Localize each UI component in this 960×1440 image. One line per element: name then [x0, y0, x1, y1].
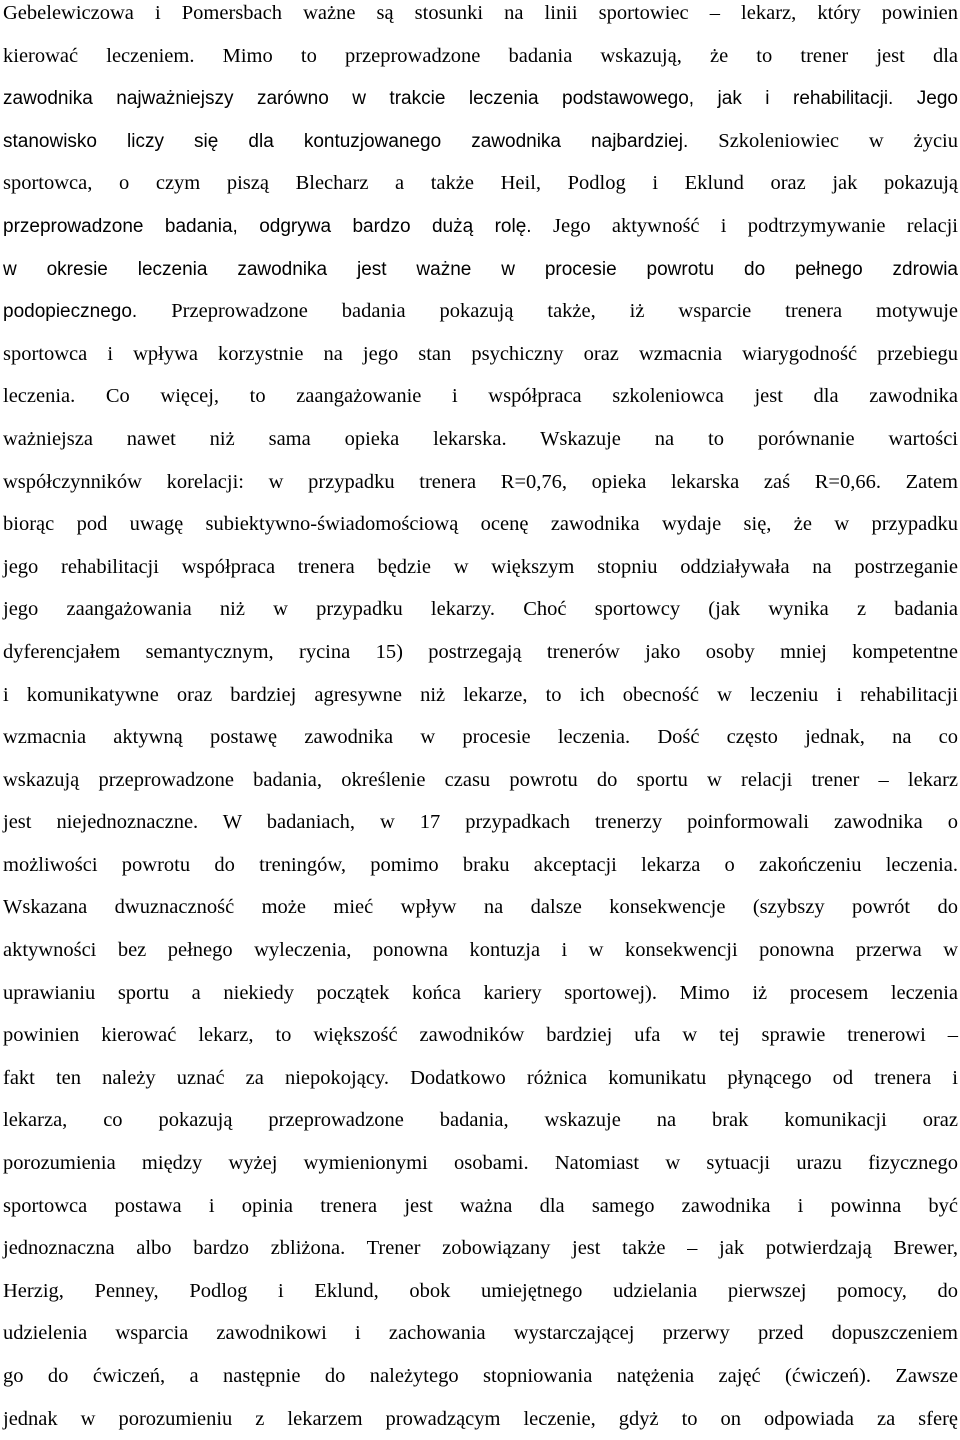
document-page	[3, 0, 958, 1440]
text-line	[3, 503, 958, 546]
text-line	[3, 35, 958, 78]
text-line	[3, 972, 958, 1015]
text-segment: jego rehabilitacji współpraca trenera będzie w większym stopniu oddziaływała na postrzeganie	[3, 555, 958, 578]
text-line	[3, 205, 958, 248]
text-segment: dyferencjałem semantycznym, rycina 15) postrzegają trenerów jako osoby mniej kompetentne	[3, 640, 958, 663]
text-segment: Wskazana dwuznaczność może mieć wpływ na dalsze konsekwencje (szybszy powrót do	[3, 896, 958, 919]
text-segment: wzmacnia aktywną postawę zawodnika w procesie leczenia. Dość często jednak, na co	[3, 726, 958, 749]
text-line	[3, 0, 958, 35]
text-line	[3, 674, 958, 717]
text-line	[3, 1057, 958, 1100]
text-segment: jednoznaczna albo bardzo zbliżona. Trener zobowiązany jest także – jak potwierdzają Brewer,	[3, 1237, 958, 1260]
text-segment: fakt ten należy uznać za niepokojący. Dodatkowo różnica komunikatu płynącego od trenera i	[3, 1066, 958, 1089]
text-line	[3, 1014, 958, 1057]
text-segment: porozumienia między wyżej wymienionymi osobami. Natomiast w sytuacji urazu fizycznego	[3, 1152, 958, 1175]
text-line	[3, 1355, 958, 1398]
text-segment: jednak w porozumieniu z lekarzem prowadzącym leczenie, gdyż to on odpowiada za sferę	[3, 1407, 958, 1430]
text-line	[3, 1227, 958, 1270]
text-segment: lekarza, co pokazują przeprowadzone badania, wskazuje na brak komunikacji oraz	[3, 1109, 958, 1132]
text-segment: zawodnika najważniejszy zarówno w trakcie leczenia podstawowego, jak i rehabilitacji. Jego	[3, 88, 958, 110]
text-segment: udzielenia wsparcia zawodnikowi i zachowania wystarczającej przerwy przed dopuszczeniem	[3, 1322, 958, 1345]
text-segment: biorąc pod uwagę subiektywno-świadomościową ocenę zawodnika wydaje się, że w przypadku	[3, 513, 958, 536]
text-line	[3, 716, 958, 759]
text-segment: ważniejsza nawet niż sama opieka lekarska. Wskazuje na to porównanie wartości	[3, 427, 958, 450]
text-segment: sportowca postawa i opinia trenera jest ważna dla samego zawodnika i powinna być	[3, 1194, 958, 1217]
text-line	[3, 333, 958, 376]
text-segment: go do ćwiczeń, a następnie do należytego stopniowania natężenia zajęć (ćwiczeń). Zawsze	[3, 1365, 958, 1387]
text-line	[3, 801, 958, 844]
text-segment: jest niejednoznaczne. W badaniach, w 17 przypadkach trenerzy poinformowali zawodnika o	[3, 811, 958, 834]
text-segment: Przeprowadzone badania pokazują także, iż wsparcie trenera motywuje	[171, 300, 958, 323]
text-line	[3, 1398, 958, 1440]
text-segment: możliwości powrotu do treningów, pomimo braku akceptacji lekarza o zakończeniu leczenia.	[3, 853, 958, 876]
text-line	[3, 546, 958, 589]
text-line	[3, 929, 958, 972]
text-line	[3, 375, 958, 418]
text-segment: powinien kierować lekarz, to większość zawodników bardziej ufa w tej sprawie trenerowi –	[3, 1024, 958, 1047]
text-line	[3, 631, 958, 674]
text-segment: Jego aktywność i podtrzymywanie relacji	[553, 214, 958, 237]
text-line	[3, 759, 958, 802]
text-line	[3, 290, 958, 333]
text-segment: i komunikatywne oraz bardziej agresywne niż lekarze, to ich obecność w leczeniu i rehabilitacji	[3, 683, 958, 706]
text-segment: podopiecznego.	[3, 301, 172, 323]
text-segment: leczenia. Co więcej, to zaangażowanie i współpraca szkoleniowca jest dla zawodnika	[3, 385, 958, 408]
text-segment: jego zaangażowania niż w przypadku lekarzy. Choć sportowcy (jak wynika z badania	[3, 598, 958, 621]
text-line	[3, 1142, 958, 1185]
text-segment: w okresie leczenia zawodnika jest ważne w procesie powrotu do pełnego zdrowia	[3, 258, 958, 280]
text-segment: uprawianiu sportu a niekiedy początek końca kariery sportowej). Mimo iż procesem leczenia	[3, 981, 958, 1004]
text-line	[3, 886, 958, 929]
text-line	[3, 588, 958, 631]
text-line	[3, 1312, 958, 1355]
text-segment: Herzig, Penney, Podlog i Eklund, obok umiejętnego udzielania pierwszej pomocy, do	[3, 1279, 958, 1302]
text-line	[3, 77, 958, 120]
text-segment: przeprowadzone badania, odgrywa bardzo dużą rolę.	[3, 215, 553, 237]
text-segment: Gebelewiczowa i Pomersbach ważne są stosunki na linii sportowiec – lekarz, który powinien	[3, 2, 958, 24]
text-segment: sportowca i wpływa korzystnie na jego stan psychiczny oraz wzmacnia wiarygodność przebiegu	[3, 342, 958, 365]
text-line	[3, 418, 958, 461]
text-segment: Szkoleniowiec w życiu	[718, 129, 959, 152]
text-line	[3, 1270, 958, 1313]
text-segment: kierować leczeniem. Mimo to przeprowadzone badania wskazują, że to trener jest dla	[3, 44, 958, 67]
text-segment: wskazują przeprowadzone badania, określenie czasu powrotu do sportu w relacji trener – lekarz	[3, 768, 958, 791]
text-segment: współczynników korelacji: w przypadku trenera R=0,76, opieka lekarska zaś R=0,66. Zatem	[3, 470, 958, 493]
text-line	[3, 844, 958, 887]
text-line	[3, 162, 958, 205]
text-line	[3, 248, 958, 291]
text-line	[3, 1185, 958, 1228]
text-segment: aktywności bez pełnego wyleczenia, ponowna kontuzja i w konsekwencji ponowna przerwa w	[3, 939, 958, 962]
text-line	[3, 461, 958, 504]
text-line	[3, 120, 958, 163]
text-line	[3, 1099, 958, 1142]
text-segment: sportowca, o czym piszą Blecharz a także Heil, Podlog i Eklund oraz jak pokazują	[3, 172, 958, 195]
text-segment: stanowisko liczy się dla kontuzjowanego zawodnika najbardziej.	[3, 130, 719, 152]
